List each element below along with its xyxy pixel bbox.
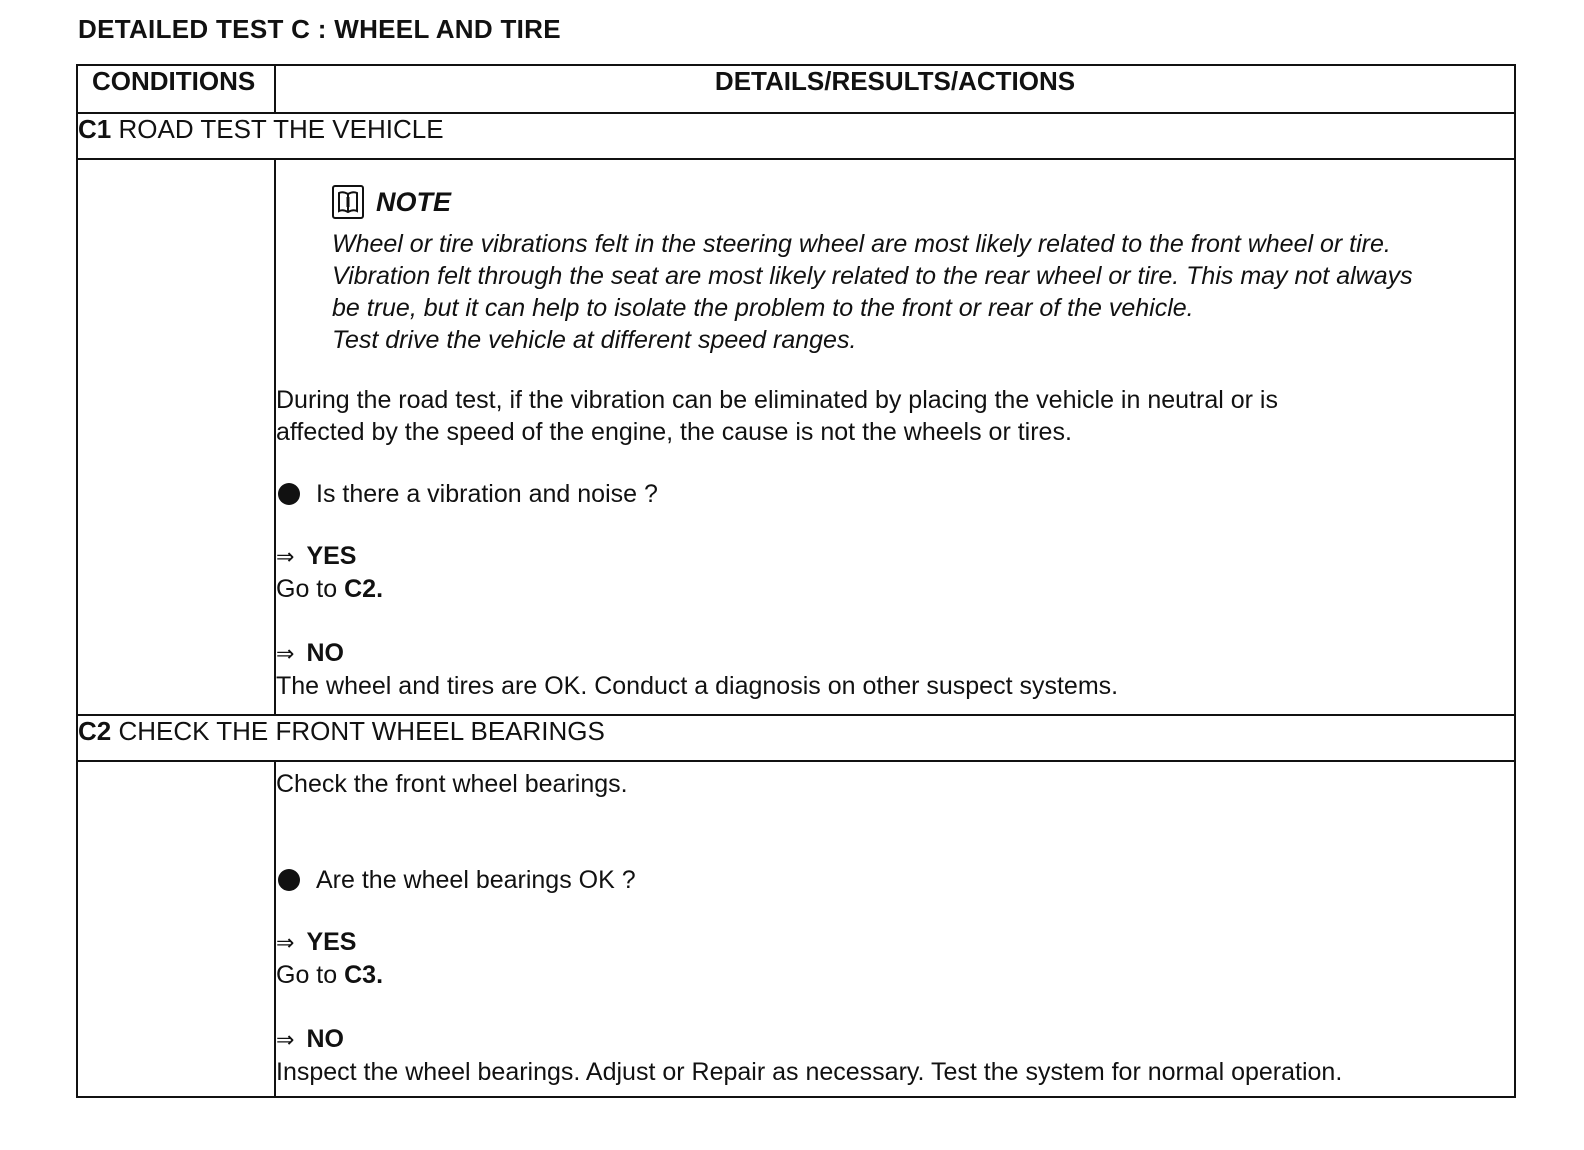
c1-yes-action	[276, 573, 1514, 605]
step-c1-code: C1	[78, 114, 112, 144]
paragraph-line: affected by the speed of the engine, the cause is not the wheels or tires.	[276, 418, 1072, 446]
note-line: be true, but it can help to isolate the problem to the front or rear of the vehicle.	[332, 294, 1194, 322]
c2-no-heading	[276, 1023, 1514, 1056]
c2-yes-heading	[276, 926, 1514, 959]
arrow-right-icon: ⇒	[276, 641, 295, 666]
arrow-right-icon: ⇒	[276, 1027, 295, 1052]
c1-yes-ref: C2.	[344, 575, 384, 603]
note-block	[276, 160, 1514, 356]
c1-no-branch	[276, 637, 1514, 702]
c1-yes-prefix: Go to	[276, 575, 338, 603]
table-header-row	[77, 65, 1515, 113]
page-title: DETAILED TEST C : WHEEL AND TIRE	[78, 14, 561, 44]
c2-instruction: Check the front wheel bearings.	[276, 770, 628, 798]
c2-yes-label: YES	[306, 928, 357, 956]
c2-yes-ref: C3.	[344, 961, 384, 989]
c2-question	[276, 864, 1514, 896]
details-header: DETAILS/RESULTS/ACTIONS	[275, 65, 1515, 113]
bullet-icon	[278, 483, 300, 505]
c2-yes-prefix: Go to	[276, 961, 338, 989]
step-c1-title-row	[77, 113, 1515, 159]
note-text	[332, 228, 1514, 356]
step-c1-conditions	[77, 159, 275, 715]
step-c2-title	[77, 715, 1515, 761]
book-icon	[332, 185, 364, 219]
step-c2-details	[275, 761, 1515, 1097]
bullet-icon	[278, 869, 300, 891]
note-heading	[332, 182, 1514, 222]
c1-no-label: NO	[306, 639, 344, 667]
c1-no-heading	[276, 637, 1514, 670]
step-c1-details	[275, 159, 1515, 715]
arrow-right-icon: ⇒	[276, 930, 295, 955]
c2-yes-action	[276, 959, 1514, 991]
c1-question-text: Is there a vibration and noise ?	[316, 480, 658, 508]
note-line: Vibration felt through the seat are most likely related to the rear wheel or tire. This may not always	[332, 262, 1413, 290]
paragraph-line: During the road test, if the vibration can be eliminated by placing the vehicle in neutral or is	[276, 386, 1278, 414]
step-c1-body-row	[77, 159, 1515, 715]
c2-no-action: Inspect the wheel bearings. Adjust or Repair as necessary. Test the system for normal operation.	[276, 1058, 1343, 1086]
c1-yes-heading	[276, 540, 1514, 573]
c2-question-text: Are the wheel bearings OK ?	[316, 866, 636, 894]
step-c1-title	[77, 113, 1515, 159]
c1-question	[276, 478, 1514, 510]
note-line: Test drive the vehicle at different speed ranges.	[332, 326, 857, 354]
c2-no-label: NO	[306, 1025, 344, 1053]
road-test-paragraph	[276, 384, 1514, 448]
step-c2-title-row	[77, 715, 1515, 761]
test-table	[76, 64, 1516, 1098]
conditions-header: CONDITIONS	[77, 65, 275, 113]
step-c2-body-row	[77, 761, 1515, 1097]
c2-yes-branch	[276, 926, 1514, 991]
note-label: NOTE	[376, 187, 452, 217]
note-line: Wheel or tire vibrations felt in the steering wheel are most likely related to the front wheel or tire.	[332, 230, 1391, 258]
step-c1-label: ROAD TEST THE VEHICLE	[118, 114, 444, 144]
arrow-right-icon: ⇒	[276, 544, 295, 569]
c1-yes-label: YES	[306, 542, 357, 570]
step-c2-code: C2	[78, 716, 112, 746]
step-c2-label: CHECK THE FRONT WHEEL BEARINGS	[118, 716, 605, 746]
c1-no-action: The wheel and tires are OK. Conduct a diagnosis on other suspect systems.	[276, 672, 1119, 700]
c2-no-branch	[276, 1023, 1514, 1088]
step-c2-conditions	[77, 761, 275, 1097]
c1-yes-branch	[276, 540, 1514, 605]
